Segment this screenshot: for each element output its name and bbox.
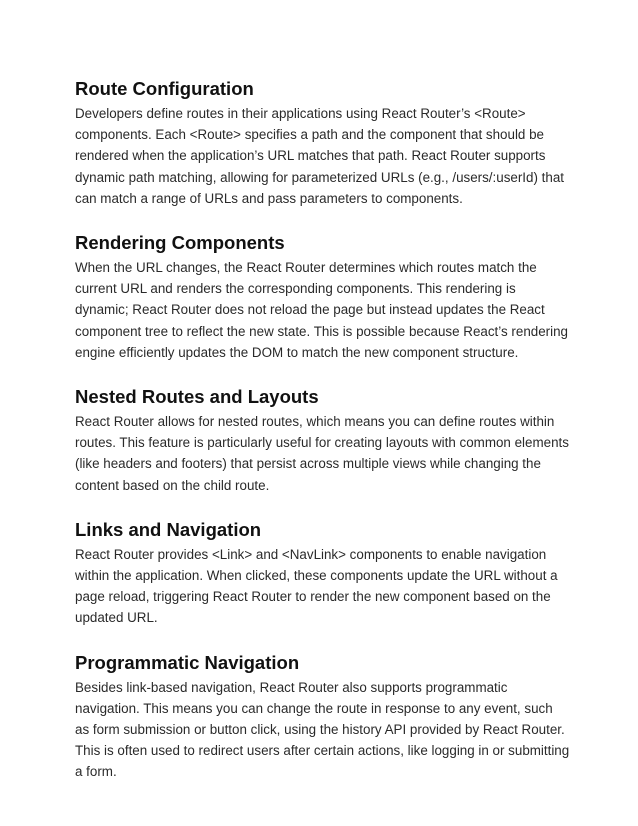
section-programmatic-navigation: [75, 651, 570, 783]
section-heading: Links and Navigation: [75, 518, 262, 540]
section-route-configuration: [75, 77, 570, 209]
section-paragraph: Besides link-based navigation, React Router also supports programmatic navigation. This means you can change the route in response to any event, such as form submission or button click, using the history API provided by React Router. This is often used to redirect users after certain actions, like logging in or submitting a form.: [75, 679, 570, 780]
section-paragraph: React Router allows for nested routes, which means you can define routes within routes. This feature is particularly useful for creating layouts with common elements (like headers and footers) that persist across multiple views while changing the content based on the child route.: [75, 414, 569, 493]
section-nested-routes: [75, 385, 570, 496]
section-rendering-components: [75, 231, 570, 363]
section-paragraph: When the URL changes, the React Router determines which routes match the current URL and renders the corresponding components. This rendering is dynamic; React Router does not reload the page but instead updates the React component tree to reflect the new state. This is possible because React’s rendering engine efficiently updates the DOM to match the new component structure.: [75, 260, 569, 360]
section-paragraph: Developers define routes in their applications using React Router’s <Route> components. Each <Route> specifies a path and the component that should be rendered when the application’s URL matches that path. React Router supports dynamic path matching, allowing for parameterized URLs (e.g., /users/:userId) that can match a range of URLs and pass parameters to components.: [75, 106, 564, 206]
section-heading: Programmatic Navigation: [75, 651, 300, 673]
section-heading: Rendering Components: [75, 232, 285, 254]
section-paragraph: React Router provides <Link> and <NavLink> components to enable navigation within the application. When clicked, these components update the URL without a page reload, triggering React Router to render the new component based on the updated URL.: [75, 546, 558, 626]
document-page: [75, 77, 570, 805]
section-heading: Route Configuration: [75, 78, 254, 99]
section-heading: Nested Routes and Layouts: [75, 386, 319, 408]
section-links-navigation: [75, 518, 570, 629]
